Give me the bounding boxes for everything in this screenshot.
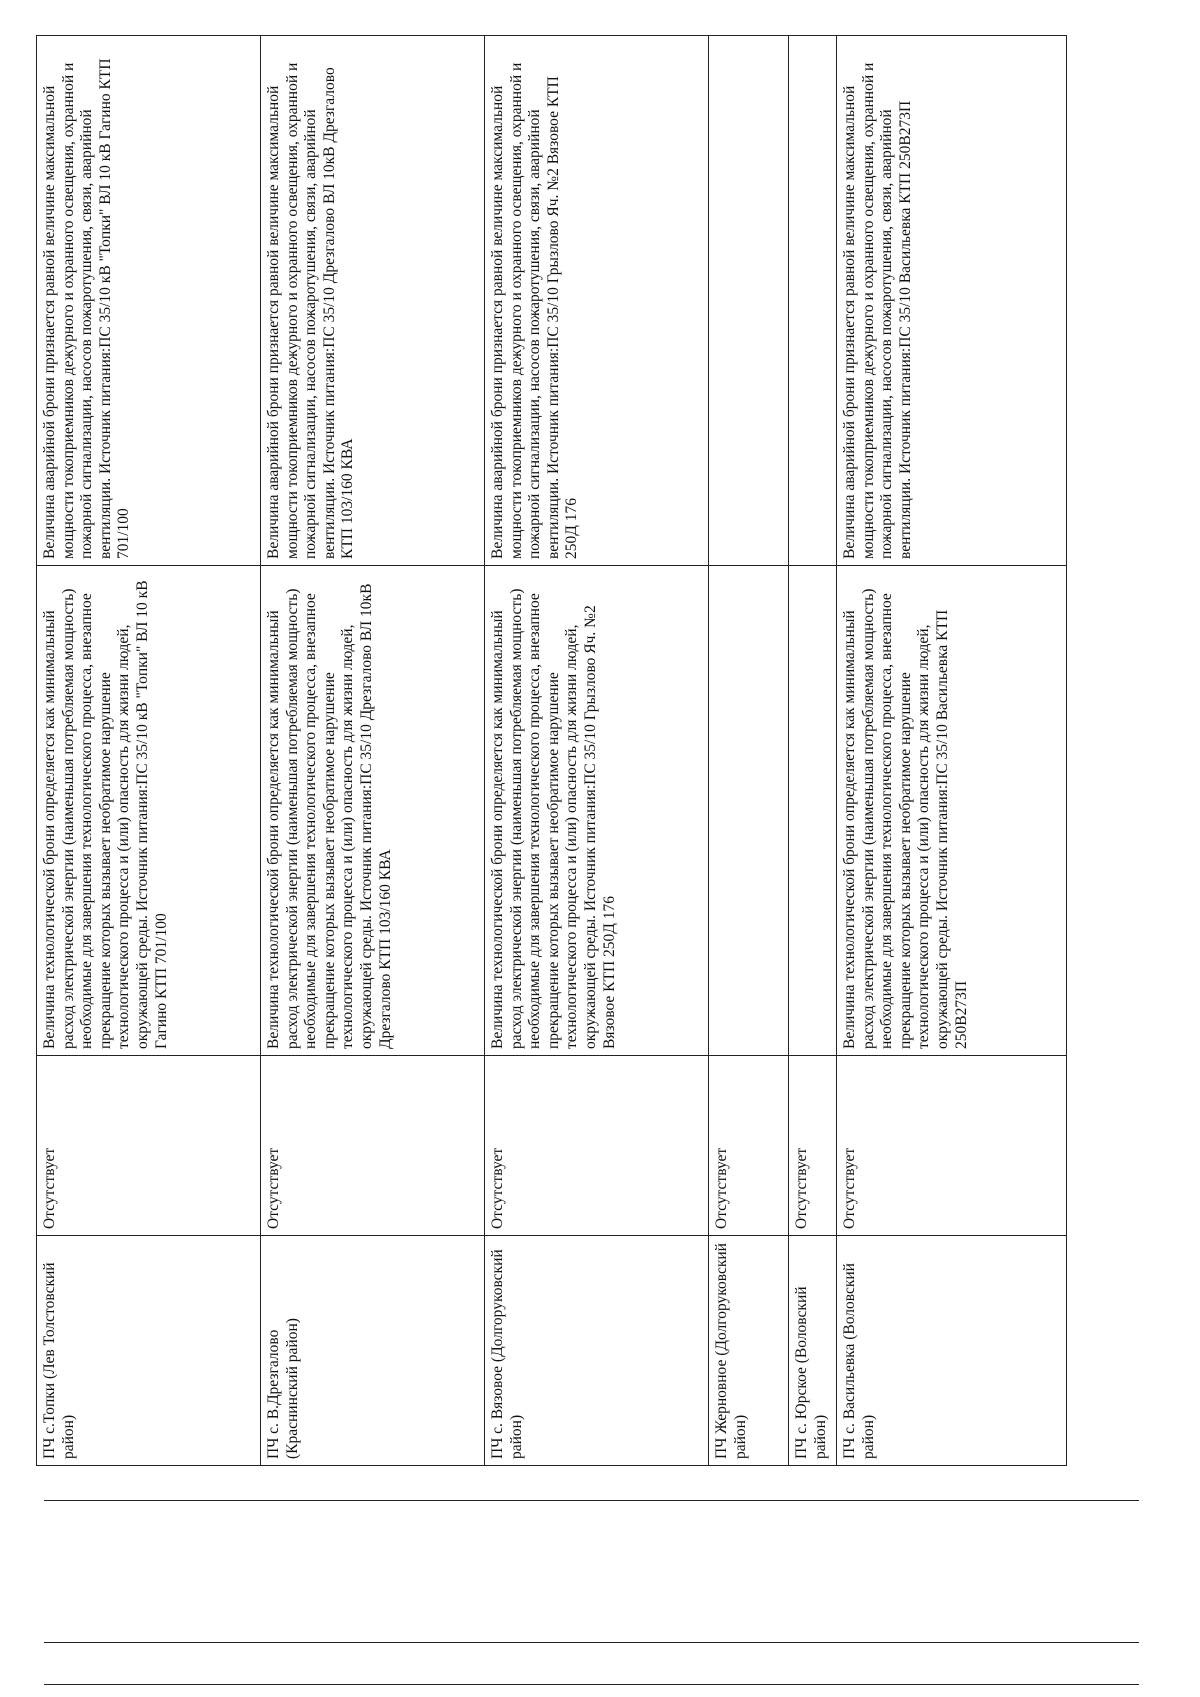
object-cell: ПЧ с. Васильевка (Воловский район) bbox=[837, 1236, 1067, 1466]
status-cell: Отсутствует bbox=[837, 1056, 1067, 1236]
status-cell: Отсутствует bbox=[709, 1056, 789, 1236]
status-cell: Отсутствует bbox=[37, 1056, 261, 1236]
power-reserve-table bbox=[36, 35, 1067, 1466]
table-row bbox=[261, 36, 485, 1466]
object-cell: ПЧ с.Топки (Лев Толстовский район) bbox=[37, 1236, 261, 1466]
object-cell: ПЧ с. Юрское (Воловский район) bbox=[789, 1236, 837, 1466]
table-row bbox=[789, 36, 837, 1466]
tech-reserve-cell: Величина технологической брони определяется как минимальный расход электрической энергии (наименьшая потребляемая мощность) необходимые для завершения технологического процесса, внезапное прекращение которых вызывает необратимое нарушение технологического процесса и (или) опасность для жизни людей, окружающей среды. Источник питания:ПС 35/10 Дрезгалово ВЛ 10кВ Дрезгалово КТП 103/160 КВА bbox=[261, 566, 485, 1056]
emergency-reserve-cell: Величина аварийной брони признается равной величине максимальной мощности токоприемников дежурного и охранного освещения, охранной и пожарной сигнализации, насосов пожаротушения, связи, аварийной вентиляции. Источник питания:ПС 35/10 Дрезгалово ВЛ 10кВ Дрезгалово КТП 103/160 КВА bbox=[261, 36, 485, 566]
object-cell: ПЧ с. Вязовое (Долгоруковский район) bbox=[485, 1236, 709, 1466]
emergency-reserve-cell bbox=[709, 36, 789, 566]
emergency-reserve-cell: Величина аварийной брони признается равной величине максимальной мощности токоприемников дежурного и охранного освещения, охранной и пожарной сигнализации, насосов пожаротушения, связи, аварийной вентиляции. Источник питания:ПС 35/10 кВ "Топки" ВЛ 10 кВ Гагино КТП 701/100 bbox=[37, 36, 261, 566]
table-row bbox=[709, 36, 789, 1466]
rotated-table-page bbox=[36, 36, 1066, 1466]
status-cell: Отсутствует bbox=[485, 1056, 709, 1236]
tech-reserve-cell bbox=[709, 566, 789, 1056]
divider-line bbox=[44, 1500, 1139, 1501]
emergency-reserve-cell: Величина аварийной брони признается равной величине максимальной мощности токоприемников дежурного и охранного освещения, охранной и пожарной сигнализации, насосов пожаротушения, связи, аварийной вентиляции. Источник питания:ПС 35/10 Грызлово Яч. №2 Вязовое КТП 250Д 176 bbox=[485, 36, 709, 566]
divider-line bbox=[44, 1642, 1139, 1643]
tech-reserve-cell: Величина технологической брони определяется как минимальный расход электрической энергии (наименьшая потребляемая мощность) необходимые для завершения технологического процесса, внезапное прекращение которых вызывает необратимое нарушение технологического процесса и (или) опасность для жизни людей, окружающей среды. Источник питания:ПС 35/10 Грызлово Яч. №2 Вязовое КТП 250Д 176 bbox=[485, 566, 709, 1056]
tech-reserve-cell: Величина технологической брони определяется как минимальный расход электрической энергии (наименьшая потребляемая мощность) необходимые для завершения технологического процесса, внезапное прекращение которых вызывает необратимое нарушение технологического процесса и (или) опасность для жизни людей, окружающей среды. Источник питания:ПС 35/10 кВ "Топки" ВЛ 10 кВ Гагино КТП 701/100 bbox=[37, 566, 261, 1056]
status-cell: Отсутствует bbox=[261, 1056, 485, 1236]
table-row bbox=[485, 36, 709, 1466]
object-cell: ПЧ с. В.Дрезгалово (Краснинский район) bbox=[261, 1236, 485, 1466]
object-cell: ПЧ Жерновное (Долгоруковский район) bbox=[709, 1236, 789, 1466]
status-cell: Отсутствует bbox=[789, 1056, 837, 1236]
emergency-reserve-cell bbox=[789, 36, 837, 566]
table-row bbox=[37, 36, 261, 1466]
emergency-reserve-cell: Величина аварийной брони признается равной величине максимальной мощности токоприемников дежурного и охранного освещения, охранной и пожарной сигнализации, насосов пожаротушения, связи, аварийной вентиляции. Источник питания:ПС 35/10 Васильевка КТП 250В273П bbox=[837, 36, 1067, 566]
tech-reserve-cell bbox=[789, 566, 837, 1056]
divider-line bbox=[44, 1684, 1139, 1685]
tech-reserve-cell: Величина технологической брони определяется как минимальный расход электрической энергии (наименьшая потребляемая мощность) необходимые для завершения технологического процесса, внезапное прекращение которых вызывает необратимое нарушение технологического процесса и (или) опасность для жизни людей, окружающей среды. Источник питания:ПС 35/10 Васильевка КТП 250В273П bbox=[837, 566, 1067, 1056]
table-row bbox=[837, 36, 1067, 1466]
